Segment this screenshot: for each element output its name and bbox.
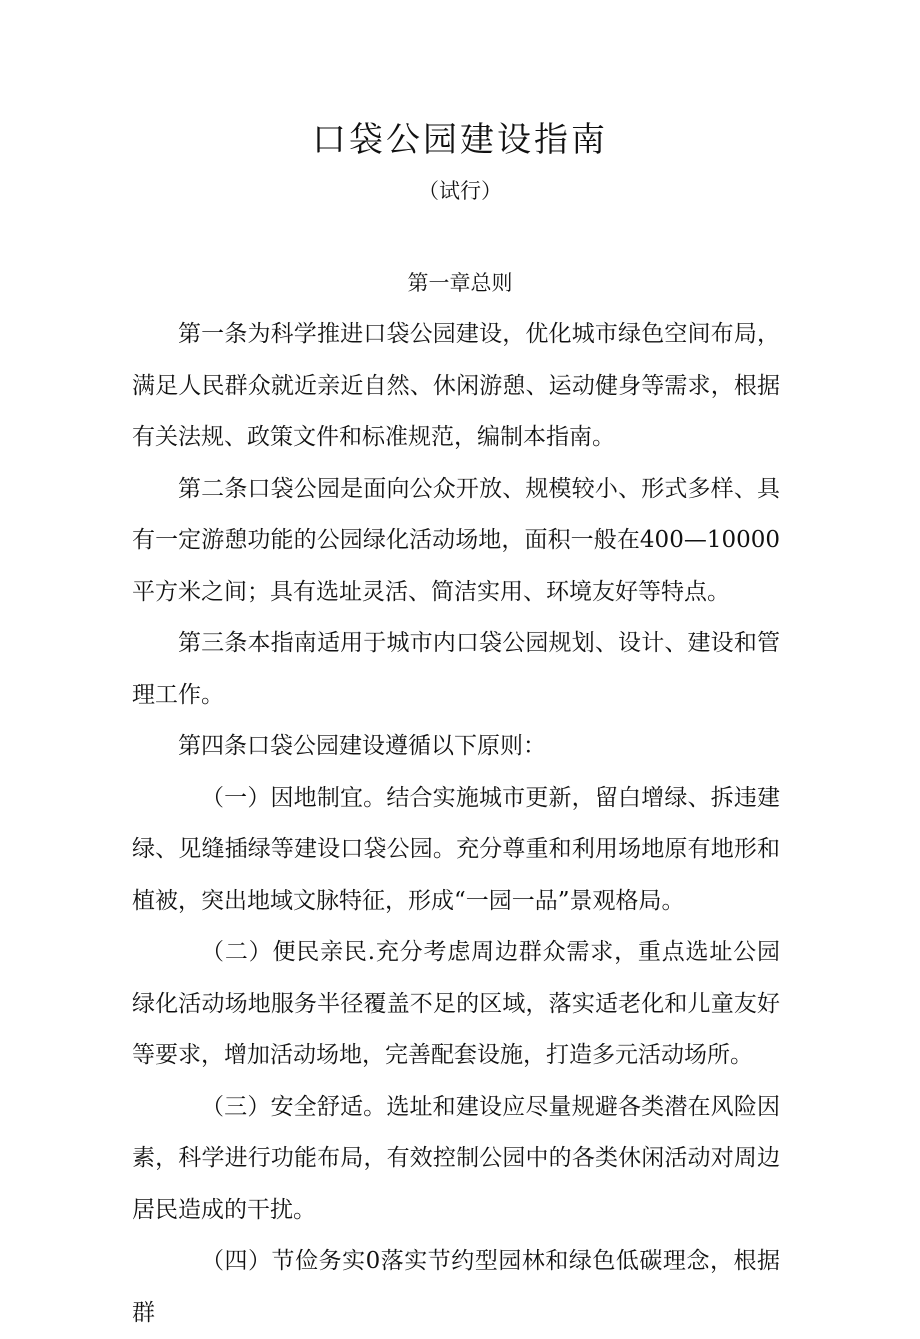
chapter-heading: 第一章总则	[407, 271, 513, 295]
principle-3-paragraph: （三）安全舒适。选址和建设应尽量规避各类潜在风险因素，科学进行功能布局，有效控制公园中的各类休闲活动对周边居民造成的干扰。	[132, 1093, 780, 1223]
article-4-paragraph: 第四条口袋公园建设遵循以下原则：	[178, 733, 546, 759]
document-title: 口袋公园建设指南	[312, 120, 608, 160]
principle-4-paragraph: （四）节俭务实0落实节约型园林和绿色低碳理念，根据群	[132, 1248, 780, 1326]
principle-1-paragraph: （一）因地制宜。结合实施城市更新，留白增绿、拆违建绿、见缝插绿等建设口袋公园。充分尊重和利用场地原有地形和植被，突出地域文脉特征，形成“一园一品”景观格局。	[132, 784, 780, 914]
principle-2-paragraph: （二）便民亲民.充分考虑周边群众需求，重点选址公园绿化活动场地服务半径覆盖不足的区域，落实适老化和儿童友好等要求，增加活动场地，完善配套设施，打造多元活动场所。	[132, 939, 780, 1068]
article-3-paragraph: 第三条本指南适用于城市内口袋公园规划、设计、建设和管理工作。	[132, 630, 780, 708]
document-subtitle: （试行）	[418, 179, 502, 203]
article-1-paragraph: 第一条为科学推进口袋公园建设，优化城市绿色空间布局，满足人民群众就近亲近自然、休闲游憩、运动健身等需求，根据有关法规、政策文件和标准规范，编制本指南。	[132, 321, 780, 450]
body-text	[132, 309, 780, 1339]
article-2-paragraph: 第二条口袋公园是面向公众开放、规模较小、形式多样、具有一定游憩功能的公园绿化活动场地，面积一般在400—10000平方米之间；具有选址灵活、简洁实用、环境友好等特点。	[132, 475, 780, 605]
